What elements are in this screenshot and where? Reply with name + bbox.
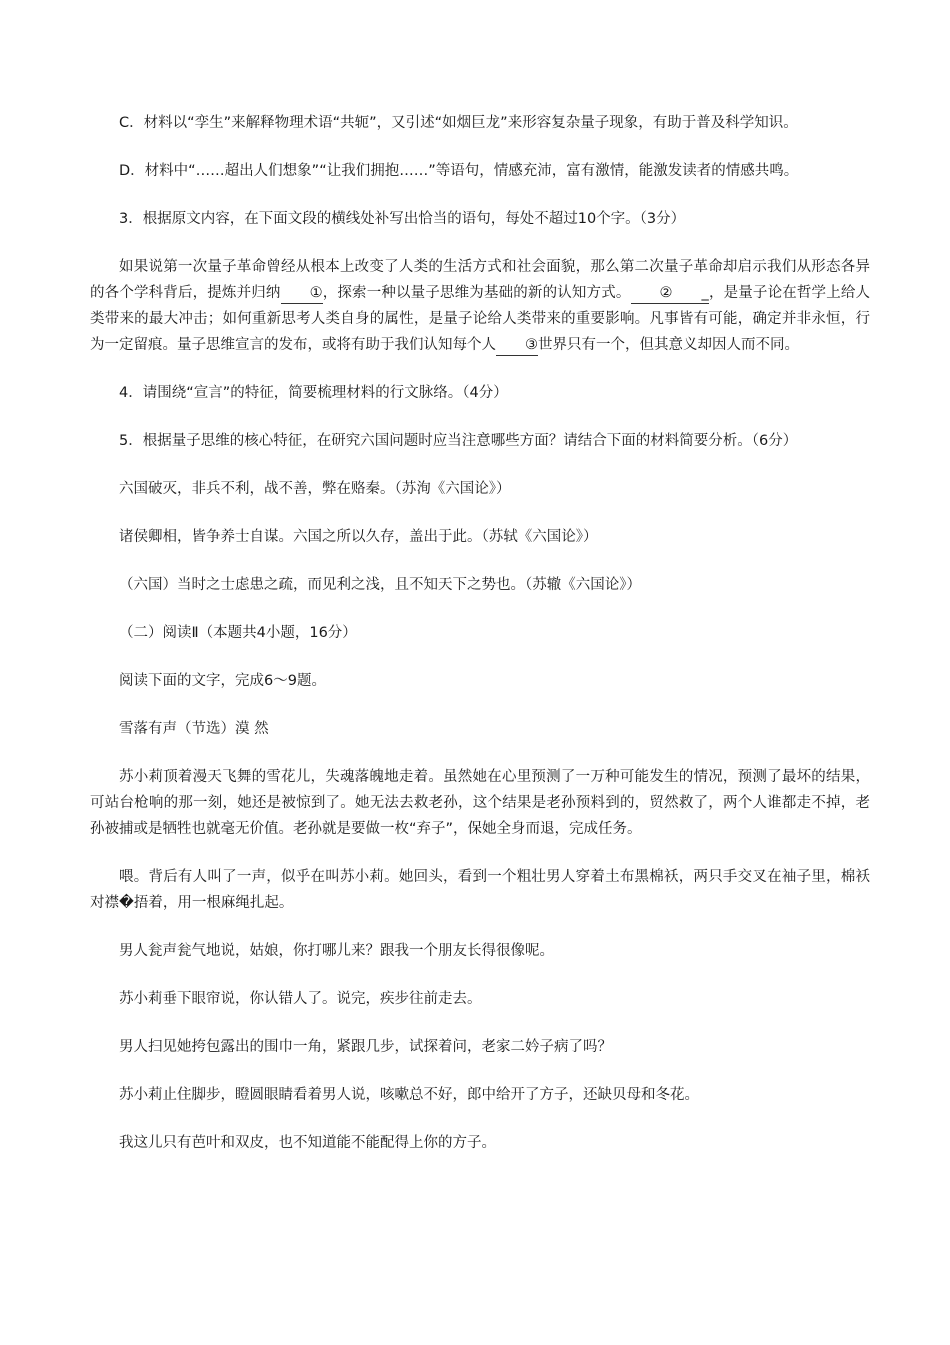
blank-2-tail: _ (673, 283, 709, 304)
quote-su-xun: 六国破灭，非兵不利，战不善，弊在赂秦。（苏洵《六国论》） (119, 481, 511, 497)
story-paragraph: 苏小莉垂下眼帘说，你认错人了。说完，疾步往前走去。 (119, 991, 482, 1007)
story-paragraph: 苏小莉顶着漫天飞舞的雪花儿，失魂落魄地走着。虽然她在心里预测了一万种可能发生的情况，预测了最坏的结果，可站台枪响的那一刻，她还是被惊到了。她无法去救老孙，这个结果是老孙预料到的，贸然救了，两个人谁都走不掉，老孙被捕或是牺牲也就毫无价值。老孙就是要做一枚“弃子”，保她全身而退，完成任务。 (90, 769, 870, 837)
option-c: C．材料以“孪生”来解释物理术语“共轭”，又引述“如烟巨龙”来形容复杂量子现象，有助于普及科学知识。 (119, 115, 798, 131)
question-5-prompt: 5．根据量子思维的核心特征，在研究六国问题时应当注意哪些方面？请结合下面的材料简要分析。（6分） (119, 433, 798, 449)
question-4: 4．请围绕“宣言”的特征，简要梳理材料的行文脉络。（4分） (119, 385, 508, 401)
question-3-prompt: 3．根据原文内容，在下面文段的横线处补写出恰当的语句，每处不超过10个字。（3分） (119, 211, 686, 227)
story-paragraph: 男人瓮声瓮气地说，姑娘，你打哪儿来？跟我一个朋友长得很像呢。 (119, 943, 554, 959)
passage-part-3: ，是量子论在哲学上给人类带来的最大冲击；如何重新思考人类自身的属性，是量子论给人类带来的重要影响。凡事皆有可能，确定并非永恒，行为一定留痕。量子思维宣言的发布，或将有助于我们认知每个人 (90, 285, 871, 353)
story-paragraph: 喂。背后有人叫了一声，似乎在叫苏小莉。她回头，看到一个粗壮男人穿着土布黑棉袄，两只手交叉在袖子里，棉袄对襟�捂着，用一根麻绳扎起。 (90, 869, 870, 911)
blank-2: ② (631, 283, 673, 304)
section-instruction: 阅读下面的文字，完成6～9题。 (119, 673, 326, 689)
passage-part-2: ，探索一种以量子思维为基础的新的认知方式。 (322, 285, 631, 301)
story-paragraph: 我这儿只有芭叶和双皮，也不知道能不能配得上你的方子。 (119, 1135, 496, 1151)
quote-su-shi: 诸侯卿相，皆争养士自谋。六国之所以久存，盖出于此。（苏轼《六国论》） (119, 529, 598, 545)
blank-1: ① (281, 283, 323, 304)
option-d: D．材料中“……超出人们想象”“让我们拥抱……”等语句，情感充沛，富有激情，能激发读者的情感共鸣。 (119, 163, 799, 179)
passage-part-4: 世界只有一个，但其意义却因人而不同。 (538, 337, 799, 353)
story-paragraph: 苏小莉止住脚步，瞪圆眼睛看着男人说，咳嗽总不好，郎中给开了方子，还缺贝母和冬花。 (119, 1087, 699, 1103)
document-page (90, 110, 870, 1178)
section-heading: （二）阅读Ⅱ（本题共4小题，16分） (119, 625, 357, 641)
story-paragraph: 男人扫见她挎包露出的围巾一角，紧跟几步，试探着问，老家二妗子病了吗？ (119, 1039, 612, 1055)
passage-part-1: 如果说第一次量子革命曾经从根本上改变了人类的生活方式和社会面貌，那么第二次量子革命却启示我们从形态各异的各个学科背后，提炼并归纳 (90, 259, 870, 301)
quote-su-zhe: （六国）当时之士虑患之疏，而见利之浅，且不知天下之势也。（苏辙《六国论》） (119, 577, 641, 593)
blank-3: ③ (496, 335, 538, 356)
story-title: 雪落有声（节选）漠 然 (119, 721, 269, 737)
question-3-passage (90, 254, 870, 358)
